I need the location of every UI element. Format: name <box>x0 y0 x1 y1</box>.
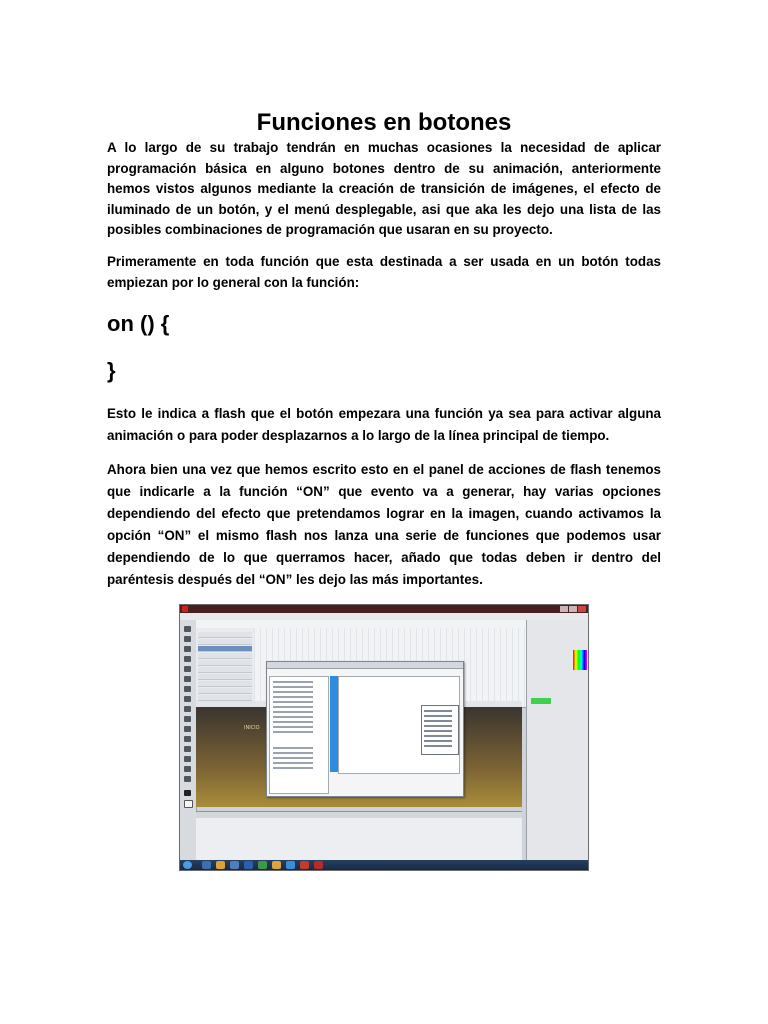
layer-row <box>198 688 252 694</box>
tree-item <box>273 726 313 728</box>
color-value-swatch <box>531 698 551 704</box>
timeline-layers <box>196 628 255 707</box>
pen-tool-icon <box>184 666 191 672</box>
layer-row <box>198 667 252 673</box>
color-spectrum <box>573 650 587 670</box>
excel-icon <box>258 861 267 869</box>
hint-item <box>424 745 452 747</box>
tree-item <box>273 767 313 769</box>
paint-bucket-icon <box>184 736 191 742</box>
windows-taskbar <box>180 860 588 870</box>
subselect-tool-icon <box>184 636 191 642</box>
hint-item <box>424 725 452 727</box>
taskbar-app-icon <box>286 861 295 869</box>
tree-item <box>273 686 313 688</box>
rectangle-tool-icon <box>184 696 191 702</box>
minimize-icon <box>560 606 568 612</box>
tree-item <box>273 711 313 713</box>
eraser-icon <box>184 756 191 762</box>
hint-item <box>424 740 452 742</box>
paragraph-intro: A lo largo de su trabajo tendrán en muchas ocasiones la necesidad de aplicar programación básica en alguno botones dentro de su animación, anteriormente hemos vistos algunos mediante la creación de transición de imágenes, el efecto de iluminado de un botón, y el menú desplegable, asi que aka les dejo una lista de las posibles combinaciones de programación que usaran en su proyecto. <box>107 140 661 237</box>
flash-taskbar-icon <box>314 861 323 869</box>
script-editor <box>338 676 460 774</box>
layer-row <box>198 646 252 652</box>
start-button-icon <box>183 861 192 869</box>
layer-row <box>198 632 252 638</box>
properties-tabs <box>196 812 522 818</box>
code-open: on () { <box>107 311 170 336</box>
tree-item <box>273 747 313 749</box>
paragraph-flash-explain: Esto le indica a flash que el botón empezara una función ya sea para activar alguna animación o para poder desplazarnos a lo largo de la línea principal de tiempo. <box>107 406 661 443</box>
actions-panel-header <box>267 662 463 669</box>
ide-titlebar <box>180 605 588 613</box>
flash-app-icon <box>182 606 188 612</box>
tree-item <box>273 701 313 703</box>
tree-item <box>273 706 313 708</box>
brush-tool-icon <box>184 716 191 722</box>
tree-item <box>273 691 313 693</box>
taskbar-app-icon <box>230 861 239 869</box>
properties-panel <box>196 811 522 860</box>
actions-toolbox-tree <box>269 676 329 794</box>
hand-tool-icon <box>184 766 191 772</box>
maximize-icon <box>569 606 577 612</box>
ide-toolbox <box>180 620 197 860</box>
layer-row <box>198 660 252 666</box>
layer-row <box>198 653 252 659</box>
hint-item <box>424 715 452 717</box>
page-title: Funciones en botones <box>256 109 512 137</box>
tree-item <box>273 716 313 718</box>
tree-item <box>273 731 313 733</box>
paragraph-function-start: Primeramente en toda función que esta destinada a ser usada en un botón todas empiezan por lo general con la función: <box>107 254 661 290</box>
paragraph-on-events: Ahora bien una vez que hemos escrito esto en el panel de acciones de flash tenemos que indicarle a la función “ON” que evento va a generar, hay varias opciones dependiendo del efecto que pretendamos lograr en la imagen, cuando activamos la opción “ON” el mismo flash nos lanza una serie de funciones que podemos usar dependiendo de lo que querramos hacer, añado que todas deben ir dentro del paréntesis después del “ON” les dejo las más importantes. <box>107 462 661 587</box>
layer-row <box>198 639 252 645</box>
line-tool-icon <box>184 686 191 692</box>
pencil-tool-icon <box>184 706 191 712</box>
layer-row <box>198 674 252 680</box>
hint-item <box>424 735 452 737</box>
color-panel <box>526 620 589 860</box>
layer-row <box>198 681 252 687</box>
fill-color-icon <box>184 800 193 808</box>
tree-item <box>273 696 313 698</box>
text-tool-icon <box>184 676 191 682</box>
hint-item <box>424 710 452 712</box>
taskbar-app-icon <box>202 861 211 869</box>
tree-item <box>273 681 313 683</box>
close-icon <box>578 606 586 612</box>
tree-item <box>273 762 313 764</box>
tree-item <box>273 721 313 723</box>
hint-item <box>424 730 452 732</box>
hint-item <box>424 720 452 722</box>
taskbar-app-icon <box>272 861 281 869</box>
tree-item <box>273 752 313 754</box>
line-number-gutter <box>330 676 338 772</box>
stage-text: INICIO <box>244 725 260 731</box>
bone-tool-icon <box>184 726 191 732</box>
code-hint-popup <box>421 705 459 755</box>
taskbar-app-icon <box>216 861 225 869</box>
stroke-color-icon <box>184 790 191 796</box>
taskbar-app-icon <box>300 861 309 869</box>
eyedropper-icon <box>184 746 191 752</box>
tree-item <box>273 757 313 759</box>
transform-tool-icon <box>184 646 191 652</box>
code-close: } <box>107 358 116 383</box>
selection-tool-icon <box>184 626 191 632</box>
actions-panel <box>266 661 464 797</box>
word-icon <box>244 861 253 869</box>
flash-ide-screenshot <box>179 604 589 871</box>
zoom-tool-icon <box>184 776 191 782</box>
lasso-tool-icon <box>184 656 191 662</box>
